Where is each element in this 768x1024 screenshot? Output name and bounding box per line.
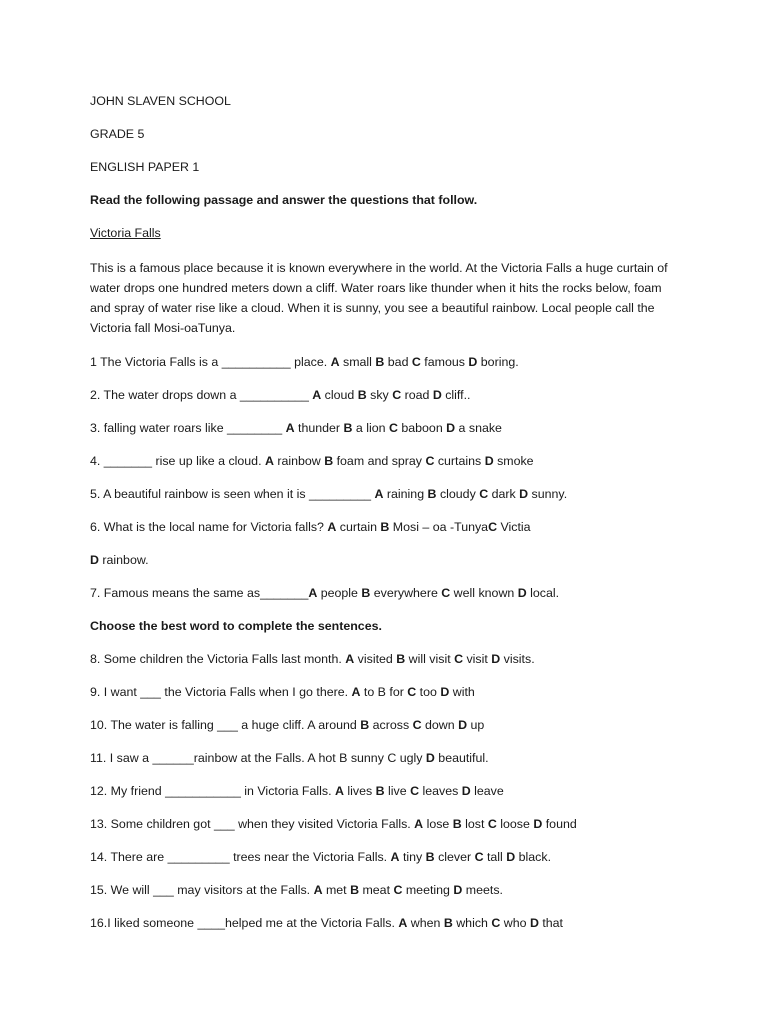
question-7 (90, 585, 680, 602)
instruction-best-word: Choose the best word to complete the sentences. (90, 619, 382, 633)
option-text: dark (488, 487, 520, 501)
option-letter: B (425, 850, 435, 864)
option-text: curtain (336, 520, 381, 534)
option-letter: B (375, 784, 385, 798)
option-text: who (500, 916, 530, 930)
option-letter: B (396, 652, 406, 666)
option-text: clever (434, 850, 475, 864)
option-letter: D (458, 718, 468, 732)
option-letter: B (357, 388, 367, 402)
option-text: visit (463, 652, 492, 666)
option-text: road (401, 388, 433, 402)
question-stem: 4. _______ rise up like a cloud. (90, 454, 265, 468)
option-letter: C (412, 718, 422, 732)
question-line (90, 453, 680, 470)
instruction-read-passage: Read the following passage and answer the questions that follow. (90, 193, 478, 207)
option-letter: A (330, 355, 340, 369)
option-text: rainbow. (98, 553, 149, 567)
option-letter: D (432, 388, 442, 402)
questions-part-2 (90, 651, 680, 932)
option-letter: A (390, 850, 400, 864)
option-text: will visit (405, 652, 455, 666)
option-text: to B for (360, 685, 408, 699)
option-letter: D (468, 355, 478, 369)
option-text: visited (354, 652, 397, 666)
option-letter: D (453, 883, 463, 897)
option-text: a snake (455, 421, 502, 435)
passage-text: This is a famous place because it is known everywhere in the world. At the Victoria Falls a huge curtain of water drops one hundred meters down a cliff. Water roars like thunder when it hits the rocks below, foam and spray of water rise like a cloud. When it is sunny, you see a beautiful rainbow. Local people call the Victoria fall Mosi-oaTunya. (90, 261, 668, 335)
option-letter: D (506, 850, 516, 864)
option-letter: B (324, 454, 334, 468)
question-stem: 10. The water is falling ___ a huge cliff. A around (90, 718, 361, 732)
option-text: boring. (477, 355, 519, 369)
question-stem: 6. What is the local name for Victoria falls? (90, 520, 328, 534)
option-letter: C (454, 652, 464, 666)
option-text: met (322, 883, 351, 897)
option-letter: C (487, 817, 497, 831)
option-text: visits. (500, 652, 535, 666)
option-letter: B (452, 817, 462, 831)
option-text: people (317, 586, 362, 600)
question-stem: 13. Some children got ___ when they visited Victoria Falls. (90, 817, 415, 831)
option-text: leave (470, 784, 504, 798)
option-text: a lion (352, 421, 389, 435)
option-letter: B (380, 520, 390, 534)
option-text: down (421, 718, 459, 732)
question-line (90, 783, 680, 800)
option-text: meets. (462, 883, 503, 897)
option-letter: C (488, 520, 498, 534)
school-name: JOHN SLAVEN SCHOOL (90, 94, 231, 108)
option-letter: D (440, 685, 450, 699)
question-line (90, 882, 680, 899)
grade-label: GRADE 5 (90, 127, 145, 141)
option-letter: A (264, 454, 274, 468)
option-letter: D (446, 421, 456, 435)
option-text: that (538, 916, 564, 930)
option-text: small (339, 355, 376, 369)
option-text: meeting (402, 883, 454, 897)
question-line (90, 915, 680, 932)
question-stem: 11. I saw a ______rainbow at the Falls. A hot B sunny C ugly (90, 751, 426, 765)
option-letter: A (308, 586, 318, 600)
option-text: cliff.. (441, 388, 471, 402)
option-letter: C (410, 784, 420, 798)
option-text: beautiful. (434, 751, 489, 765)
question-stem: 7. Famous means the same as_______ (90, 586, 309, 600)
question-line (90, 519, 680, 536)
question-stem: 5. A beautiful rainbow is seen when it is _________ (90, 487, 375, 501)
question-stem: 14. There are _________ trees near the Victoria Falls. (90, 850, 391, 864)
option-letter: B (350, 883, 360, 897)
option-text: sunny. (528, 487, 568, 501)
question-stem: 15. We will ___ may visitors at the Falls. (90, 883, 314, 897)
option-text: lose (423, 817, 453, 831)
option-text: meat (359, 883, 394, 897)
option-text: live (384, 784, 411, 798)
question-line (90, 651, 680, 668)
option-letter: C (407, 685, 417, 699)
option-letter: C (392, 388, 402, 402)
option-letter: A (285, 421, 295, 435)
option-letter: A (374, 487, 384, 501)
question-6-continuation (90, 552, 680, 569)
option-text: well known (450, 586, 518, 600)
option-text: across (369, 718, 413, 732)
option-text: with (449, 685, 475, 699)
option-letter: D (491, 652, 501, 666)
exam-page (90, 93, 680, 948)
option-letter: B (361, 586, 371, 600)
option-text: rainbow (273, 454, 325, 468)
question-stem: 1 The Victoria Falls is a __________ place. (90, 355, 331, 369)
option-text: Mosi – oa -Tunya (389, 520, 489, 534)
option-text: Victia (497, 520, 531, 534)
option-letter: D (517, 586, 527, 600)
option-letter: D (484, 454, 494, 468)
option-letter: D (529, 916, 539, 930)
option-text: cloud (321, 388, 358, 402)
option-letter: A (414, 817, 424, 831)
option-letter: D (461, 784, 471, 798)
option-text: tiny (399, 850, 426, 864)
option-text: bad (384, 355, 412, 369)
option-text: up (467, 718, 485, 732)
option-letter: D (425, 751, 435, 765)
option-letter: B (427, 487, 437, 501)
option-letter: B (443, 916, 453, 930)
option-text: thunder (294, 421, 344, 435)
paper-title: ENGLISH PAPER 1 (90, 160, 200, 174)
question-line (90, 387, 680, 404)
option-letter: D (533, 817, 543, 831)
question-stem: 16.I liked someone ____helped me at the Victoria Falls. (90, 916, 399, 930)
option-letter: C (425, 454, 435, 468)
question-line (90, 684, 680, 701)
question-stem: 8. Some children the Victoria Falls last month. (90, 652, 346, 666)
option-text: baboon (397, 421, 447, 435)
question-line (90, 354, 680, 371)
question-line (90, 849, 680, 866)
question-line (90, 750, 680, 767)
passage-title: Victoria Falls (90, 226, 161, 240)
option-text: which (452, 916, 492, 930)
option-letter: B (343, 421, 353, 435)
option-letter: D (90, 553, 99, 567)
option-text: leaves (419, 784, 462, 798)
option-letter: C (491, 916, 501, 930)
option-letter: C (479, 487, 489, 501)
option-text: when (407, 916, 444, 930)
question-line (90, 717, 680, 734)
option-text: foam and spray (333, 454, 426, 468)
question-line (90, 420, 680, 437)
option-letter: A (345, 652, 355, 666)
option-text: smoke (493, 454, 534, 468)
option-letter: A (351, 685, 361, 699)
option-text: everywhere (370, 586, 442, 600)
questions-part-1 (90, 354, 680, 536)
option-letter: B (360, 718, 370, 732)
option-letter: A (334, 784, 344, 798)
option-text: raining (383, 487, 428, 501)
option-text: found (542, 817, 577, 831)
option-letter: C (441, 586, 451, 600)
option-text: lives (343, 784, 376, 798)
option-text: local. (526, 586, 560, 600)
option-text: tall (483, 850, 507, 864)
option-text: famous (420, 355, 469, 369)
option-text: loose (496, 817, 534, 831)
question-stem: 12. My friend ___________ in Victoria Falls. (90, 784, 335, 798)
option-text: cloudy (436, 487, 480, 501)
option-text: too (416, 685, 441, 699)
option-letter: C (388, 421, 398, 435)
option-letter: C (411, 355, 421, 369)
question-line (90, 486, 680, 503)
question-line (90, 816, 680, 833)
option-text: sky (366, 388, 393, 402)
option-letter: A (398, 916, 408, 930)
option-letter: D (519, 487, 529, 501)
question-stem: 9. I want ___ the Victoria Falls when I go there. (90, 685, 352, 699)
option-letter: A (312, 388, 322, 402)
option-text: black. (515, 850, 552, 864)
option-letter: C (474, 850, 484, 864)
option-letter: B (375, 355, 385, 369)
option-text: curtains (434, 454, 485, 468)
question-stem: 3. falling water roars like ________ (90, 421, 286, 435)
question-stem: 2. The water drops down a __________ (90, 388, 313, 402)
option-letter: A (313, 883, 323, 897)
option-letter: C (393, 883, 403, 897)
option-letter: A (327, 520, 337, 534)
option-text: lost (461, 817, 488, 831)
